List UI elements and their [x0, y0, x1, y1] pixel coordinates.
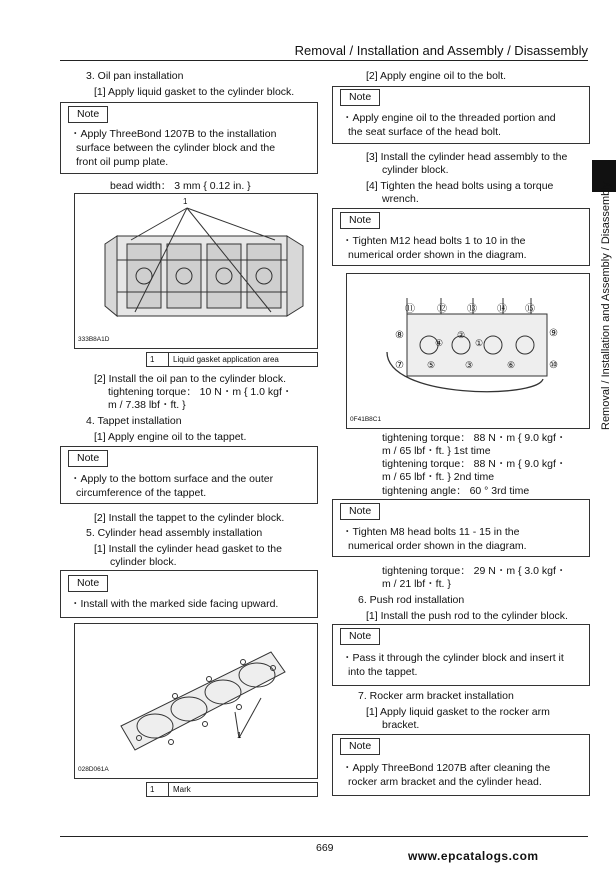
note-label: Note [340, 89, 380, 106]
bolt-label: ⑫ [437, 304, 447, 315]
bolt-label: ⑧ [395, 330, 404, 341]
note-label: Note [340, 628, 380, 645]
bolt-label: ① [475, 338, 484, 348]
bolt-label: ⑥ [507, 360, 516, 370]
bead-width-text: bead width： 3 mm { 0.12 in. } [110, 180, 251, 192]
head-gasket-figure [74, 623, 318, 779]
torque-spec: m / 65 lbf・ft. } 2nd time [382, 471, 495, 483]
bolt-label: ⑩ [549, 360, 558, 371]
note-label: Note [68, 106, 108, 123]
side-section-label: Removal / Installation and Assembly / Disassembly [600, 181, 612, 430]
note-text: ・Apply engine oil to the threaded portion and [342, 112, 556, 124]
step-text: cylinder block. [382, 164, 449, 176]
note-text: ・Tighten M12 head bolts 1 to 10 in the [342, 235, 526, 247]
note-text: into the tappet. [348, 666, 418, 678]
caption-label: Liquid gasket application area [173, 355, 279, 364]
torque-spec: tightening torque： 29 N・m { 3.0 kgf・ [382, 565, 567, 577]
torque-spec: tightening torque： 10 N・m { 1.0 kgf・ [108, 386, 293, 398]
torque-spec: tightening torque： 88 N・m { 9.0 kgf・ [382, 432, 567, 444]
bolt-label: ② [457, 330, 466, 340]
step-text: [2] Apply engine oil to the bolt. [366, 70, 507, 82]
figure-caption [146, 352, 318, 367]
figure-callout: 1 [237, 731, 242, 740]
note-text: ・Apply to the bottom surface and the outer [70, 473, 274, 485]
bolt-label: ⑤ [427, 360, 436, 370]
note-text: ・Apply ThreeBond 1207B after cleaning the [342, 762, 551, 774]
bolt-label: ⑮ [525, 304, 535, 315]
section-6-title: 6. Push rod installation [358, 594, 465, 606]
step-text: bracket. [382, 719, 420, 731]
figure-callout: 1 [183, 197, 188, 206]
footer-rule [60, 836, 588, 837]
note-label: Note [340, 212, 380, 229]
figure-code: 333B8A1D [78, 336, 110, 343]
note-text: surface between the cylinder block and the [76, 142, 276, 154]
caption-number: 1 [147, 783, 169, 796]
note-text: front oil pump plate. [76, 156, 169, 168]
torque-spec: tightening torque： 88 N・m { 9.0 kgf・ [382, 458, 567, 470]
step-text: [2] Install the tappet to the cylinder block. [94, 512, 285, 524]
header-rule [60, 60, 588, 61]
note-text: ・Install with the marked side facing upward. [70, 598, 279, 610]
step-text: wrench. [382, 193, 419, 205]
step-text: [1] Install the cylinder head gasket to the [94, 543, 282, 555]
step-text: [1] Apply engine oil to the tappet. [94, 431, 247, 443]
bolt-label: ③ [465, 360, 474, 370]
bolt-label: ⑨ [549, 328, 558, 339]
bolt-label: ④ [435, 338, 444, 348]
bolt-label: ⑦ [395, 360, 404, 371]
bolt-label: ⑪ [405, 304, 415, 315]
step-text: [3] Install the cylinder head assembly to the [366, 151, 568, 163]
note-text: ・Pass it through the cylinder block and insert it [342, 652, 564, 664]
section-7-title: 7. Rocker arm bracket installation [358, 690, 514, 702]
watermark: www.epcatalogs.com [408, 849, 539, 863]
step-text: [2] Install the oil pan to the cylinder block. [94, 373, 287, 385]
note-label: Note [68, 575, 108, 592]
note-text: numerical order shown in the diagram. [348, 540, 527, 552]
note-text: circumference of the tappet. [76, 487, 207, 499]
head-gasket-illustration [75, 624, 317, 778]
note-text: numerical order shown in the diagram. [348, 249, 527, 261]
step-text: [1] Apply liquid gasket to the cylinder block. [94, 86, 295, 98]
note-text: ・Apply ThreeBond 1207B to the installation [70, 128, 277, 140]
torque-spec: m / 21 lbf・ft. } [382, 578, 451, 590]
bolt-sequence-figure [346, 273, 590, 429]
figure-caption [146, 782, 318, 797]
note-text: rocker arm bracket and the cylinder head. [348, 776, 542, 788]
step-text: cylinder block. [110, 556, 177, 568]
cylinder-head-bolt-diagram [347, 274, 589, 428]
section-4-title: 4. Tappet installation [86, 415, 182, 427]
page-number: 669 [316, 842, 334, 854]
note-label: Note [340, 503, 380, 520]
page-header-title: Removal / Installation and Assembly / Disassembly [294, 43, 588, 58]
torque-spec: tightening angle： 60 ° 3rd time [382, 485, 530, 497]
caption-number: 1 [147, 353, 169, 366]
note-label: Note [68, 450, 108, 467]
torque-spec: m / 7.38 lbf・ft. } [108, 399, 186, 411]
note-text: ・Tighten M8 head bolts 11 - 15 in the [342, 526, 520, 538]
bolt-label: ⑬ [467, 304, 477, 315]
step-text: [4] Tighten the head bolts using a torque [366, 180, 554, 192]
step-text: [1] Apply liquid gasket to the rocker arm [366, 706, 550, 718]
step-text: [1] Install the push rod to the cylinder block. [366, 610, 568, 622]
note-text: the seat surface of the head bolt. [348, 126, 501, 138]
note-label: Note [340, 738, 380, 755]
section-5-title: 5. Cylinder head assembly installation [86, 527, 263, 539]
figure-code: 0F41B8C1 [350, 416, 382, 423]
caption-label: Mark [173, 785, 191, 794]
cylinder-block-illustration [75, 194, 317, 348]
torque-spec: m / 65 lbf・ft. } 1st time [382, 445, 491, 457]
bolt-label: ⑭ [497, 304, 507, 315]
section-3-title: 3. Oil pan installation [86, 70, 184, 82]
cylinder-block-figure [74, 193, 318, 349]
figure-code: 028D061A [78, 766, 109, 773]
